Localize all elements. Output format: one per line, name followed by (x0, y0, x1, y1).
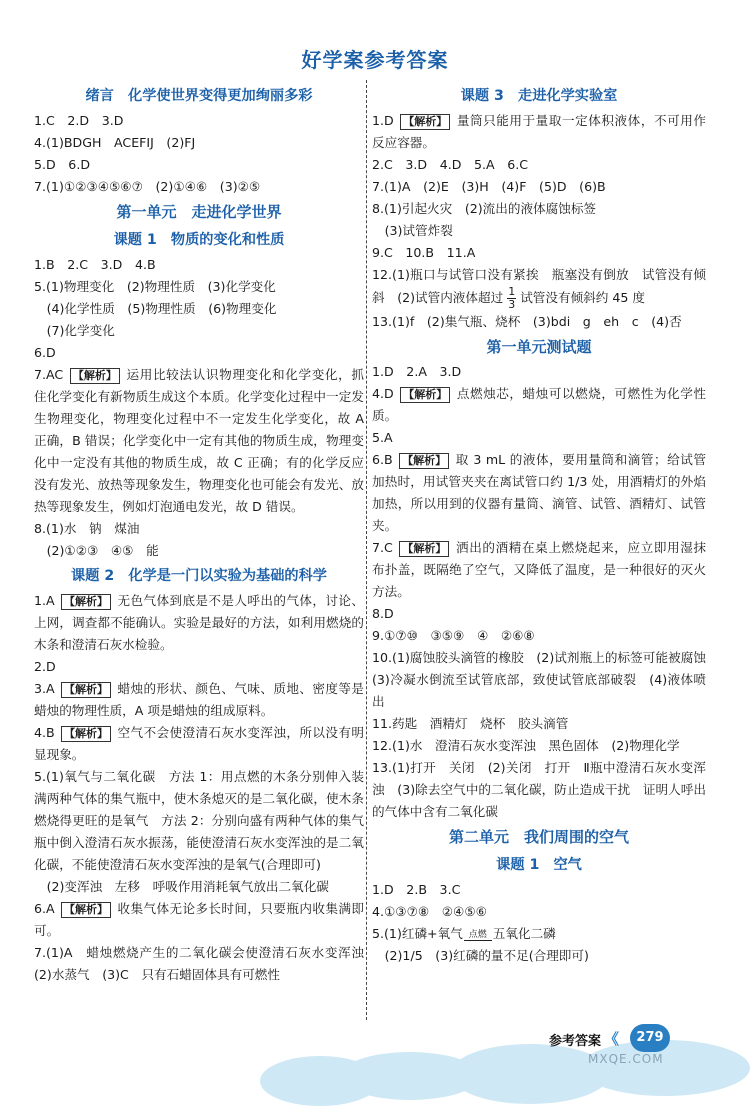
fraction-denominator: 3 (508, 298, 516, 311)
answer-line: 8.(1)引起火灾 (2)流出的液体腐蚀标签 (372, 201, 597, 216)
answer-key: 7.AC (34, 367, 68, 382)
answer-line: 5.A (372, 430, 393, 445)
answer-line: 8.D (372, 606, 394, 621)
answer-line (34, 722, 364, 766)
analysis-tag: 【解析】 (61, 902, 111, 918)
section-heading: 课题 1 物质的变化和性质 (113, 232, 285, 248)
analysis-text: 运用比较法认识物理变化和化学变化，抓住化学变化有新物质生成这个本质。化学变化过程中一定发生物理变化，物理变化过程中不一定发生化学变化，故 A 正确，B 错误；化学变化中一定有其他的物质生成，物理变化中一定没有其他的物质生成，故 C 正确；有的化学反应没有发光、放热等现象发生，物理变化也可能会有发光、放热等现象发生，例如灯泡通电发光，故 D 错误。 (34, 367, 364, 514)
answer-line: 2.C 3.D 4.D 5.A 6.C (372, 157, 529, 172)
page-number: 279 (630, 1024, 670, 1052)
section-heading: 第一单元 走进化学世界 (116, 203, 282, 221)
answer-line: 13.(1)f (2)集气瓶、烧杯 (3)bdi g eh c (4)否 (372, 314, 682, 329)
analysis-text: 取 3 mL 的液体，要用量筒和滴管；给试管加热时，用试管夹夹在离试管口约 1/3 处，用酒精灯的外焰加热，所以用到的仪器有量筒、滴管、试管、酒精灯、试管夹。 (372, 452, 706, 533)
answer-line: 5.D 6.D (34, 157, 91, 172)
answer-line: 4.(1)BDGH ACEFIJ (2)FJ (34, 135, 196, 150)
answer-line: 4.①③⑦⑧ ②④⑤⑥ (372, 904, 487, 919)
answer-line (372, 537, 706, 603)
answer-line: (2)1/5 (3)红磷的量不足(合理即可) (372, 948, 589, 963)
left-column (34, 82, 377, 986)
analysis-text: 收集气体无论多长时间，只要瓶内收集满即可。 (34, 901, 364, 938)
analysis-tag: 【解析】 (400, 387, 450, 403)
answer-line: 6.D (34, 345, 56, 360)
answer-line: 12.(1)水 澄清石灰水变浑浊 黑色固体 (2)物理化学 (372, 738, 680, 753)
answer-line: 8.(1)水 钠 煤油 (34, 521, 140, 536)
analysis-tag: 【解析】 (61, 594, 111, 610)
answer-text: 试管没有倾斜约 45 度 (520, 290, 645, 305)
answer-line: 9.C 10.B 11.A (372, 245, 476, 260)
reaction-condition: 点燃 (468, 930, 487, 940)
analysis-text: 量筒只能用于量取一定体积液体，不可用作反应容器。 (372, 113, 706, 150)
answer-line: 9.①⑦⑩ ③⑤⑨ ④ ②⑥⑧ (372, 628, 535, 643)
answer-line: 11.药匙 酒精灯 烧杯 胶头滴管 (372, 716, 569, 731)
analysis-text: 点燃烛芯，蜡烛可以燃烧，可燃性为化学性质。 (372, 386, 706, 423)
cloud-decoration (260, 1036, 750, 1086)
answer-line: 7.(1)A 蜡烛燃烧产生的二氧化碳会使澄清石灰水变浑浊 (2)水蒸气 (3)C 只有石蜡固体具有可燃性 (34, 945, 377, 982)
analysis-tag: 【解析】 (399, 453, 449, 469)
answer-key: 6.A (34, 901, 60, 916)
section-heading: 课题 1 空气 (496, 857, 582, 873)
answer-line: 5.(1)氧气与二氧化碳 方法 1：用点燃的木条分别伸入装满两种气体的集气瓶中，使木条熄灭的是二氧化碳，使木条燃烧得更旺的是氧气 方法 2：分别向盛有两种气体的集气瓶中倒入澄清石灰水振荡，能使澄清石灰水变浑浊的是二氧化碳，不能使澄清石灰水变浑浊的是氧气(合理即可) (34, 769, 364, 872)
answer-line: 5.(1)物理变化 (2)物理性质 (3)化学变化 (34, 279, 276, 294)
fraction (507, 286, 516, 311)
section-heading: 绪言 化学使世界变得更加绚丽多彩 (85, 88, 313, 104)
section-heading: 第二单元 我们周围的空气 (448, 828, 629, 846)
analysis-text: 空气不会使澄清石灰水变浑浊，所以没有明显现象。 (34, 725, 364, 762)
answer-line (372, 923, 706, 945)
answer-line: 10.(1)腐蚀胶头滴管的橡胶 (2)试剂瓶上的标签可能被腐蚀 (3)冷凝水倒流至试管底部，致使试管底部破裂 (4)液体喷出 (372, 650, 719, 709)
answer-line (372, 383, 706, 427)
answer-line (34, 364, 364, 518)
section-heading: 课题 2 化学是一门以实验为基础的科学 (71, 568, 327, 584)
analysis-tag: 【解析】 (399, 541, 449, 557)
answer-line: 1.B 2.C 3.D 4.B (34, 257, 156, 272)
answer-line: 1.C 2.D 3.D (34, 113, 124, 128)
answer-line: 2.D (34, 659, 56, 674)
analysis-tag: 【解析】 (400, 114, 450, 130)
answer-line: 7.(1)A (2)E (3)H (4)F (5)D (6)B (372, 179, 606, 194)
answer-key: 4.D (372, 386, 399, 401)
answer-line: 1.D 2.A 3.D (372, 364, 462, 379)
answer-line: 1.D 2.B 3.C (372, 882, 461, 897)
fraction-numerator: 1 (508, 285, 516, 298)
reactants: 5.(1)红磷+氧气 (372, 926, 463, 941)
right-column (372, 82, 719, 967)
answer-key: 4.B (34, 725, 60, 740)
products: 五氧化二磷 (492, 926, 556, 941)
section-heading: 第一单元测试题 (486, 338, 592, 356)
page-title: 好学案参考答案 (301, 48, 449, 72)
answer-line: 13.(1)打开 关闭 (2)关闭 打开 Ⅱ瓶中澄清石灰水变浑浊 (3)除去空气中的二氧化碳，防止造成干扰 证明人呼出的气体中含有二氧化碳 (372, 760, 706, 819)
answer-key: 6.B (372, 452, 398, 467)
answer-line (372, 449, 706, 537)
analysis-tag: 【解析】 (61, 682, 111, 698)
column-divider (366, 80, 367, 1020)
analysis-tag: 【解析】 (61, 726, 111, 742)
answer-line: (7)化学变化 (34, 323, 115, 338)
answer-line: (2)变浑浊 左移 呼吸作用消耗氧气放出二氧化碳 (34, 879, 329, 894)
analysis-tag: 【解析】 (70, 368, 120, 384)
analysis-text: 洒出的酒精在桌上燃烧起来，应立即用湿抹布扑盖，既隔绝了空气，又降低了温度，是一种很好的灭火方法。 (372, 540, 707, 599)
footer-label: 参考答案 (549, 1034, 602, 1049)
analysis-text: 蜡烛的形状、颜色、气味、质地、密度等是蜡烛的物理性质，A 项是蜡烛的组成原料。 (34, 681, 364, 718)
answer-line: (4)化学性质 (5)物理性质 (6)物理变化 (34, 301, 277, 316)
analysis-text: 无色气体到底是不是人呼出的气体，讨论、上网，调查都不能确认。实验是最好的方法，如利用燃烧的木条和澄清石灰水检验。 (34, 593, 364, 652)
answer-text: 12.(1)瓶口与试管口没有紧挨 瓶塞没有倒放 试管没有倾斜 (2)试管内液体超过 (372, 267, 706, 305)
answer-line (34, 590, 364, 656)
answer-key: 1.D (372, 113, 399, 128)
answer-line (372, 110, 706, 154)
answer-key: 1.A (34, 593, 60, 608)
reaction-arrow (464, 930, 492, 945)
section-heading: 课题 3 走进化学实验室 (460, 88, 618, 104)
chevron-left-icon: 《 (604, 1030, 620, 1048)
answer-line (372, 264, 706, 311)
answer-line: 7.(1)①②③④⑤⑥⑦ (2)①④⑥ (3)②⑤ (34, 179, 261, 194)
answer-key: 3.A (34, 681, 60, 696)
answer-line (34, 898, 364, 942)
watermark: MXQE.COM (588, 1052, 664, 1066)
answer-line (34, 678, 364, 722)
answer-key: 7.C (372, 540, 398, 555)
answer-line: (2)①②③ ④⑤ 能 (34, 543, 159, 558)
answer-line: (3)试管炸裂 (372, 223, 453, 238)
